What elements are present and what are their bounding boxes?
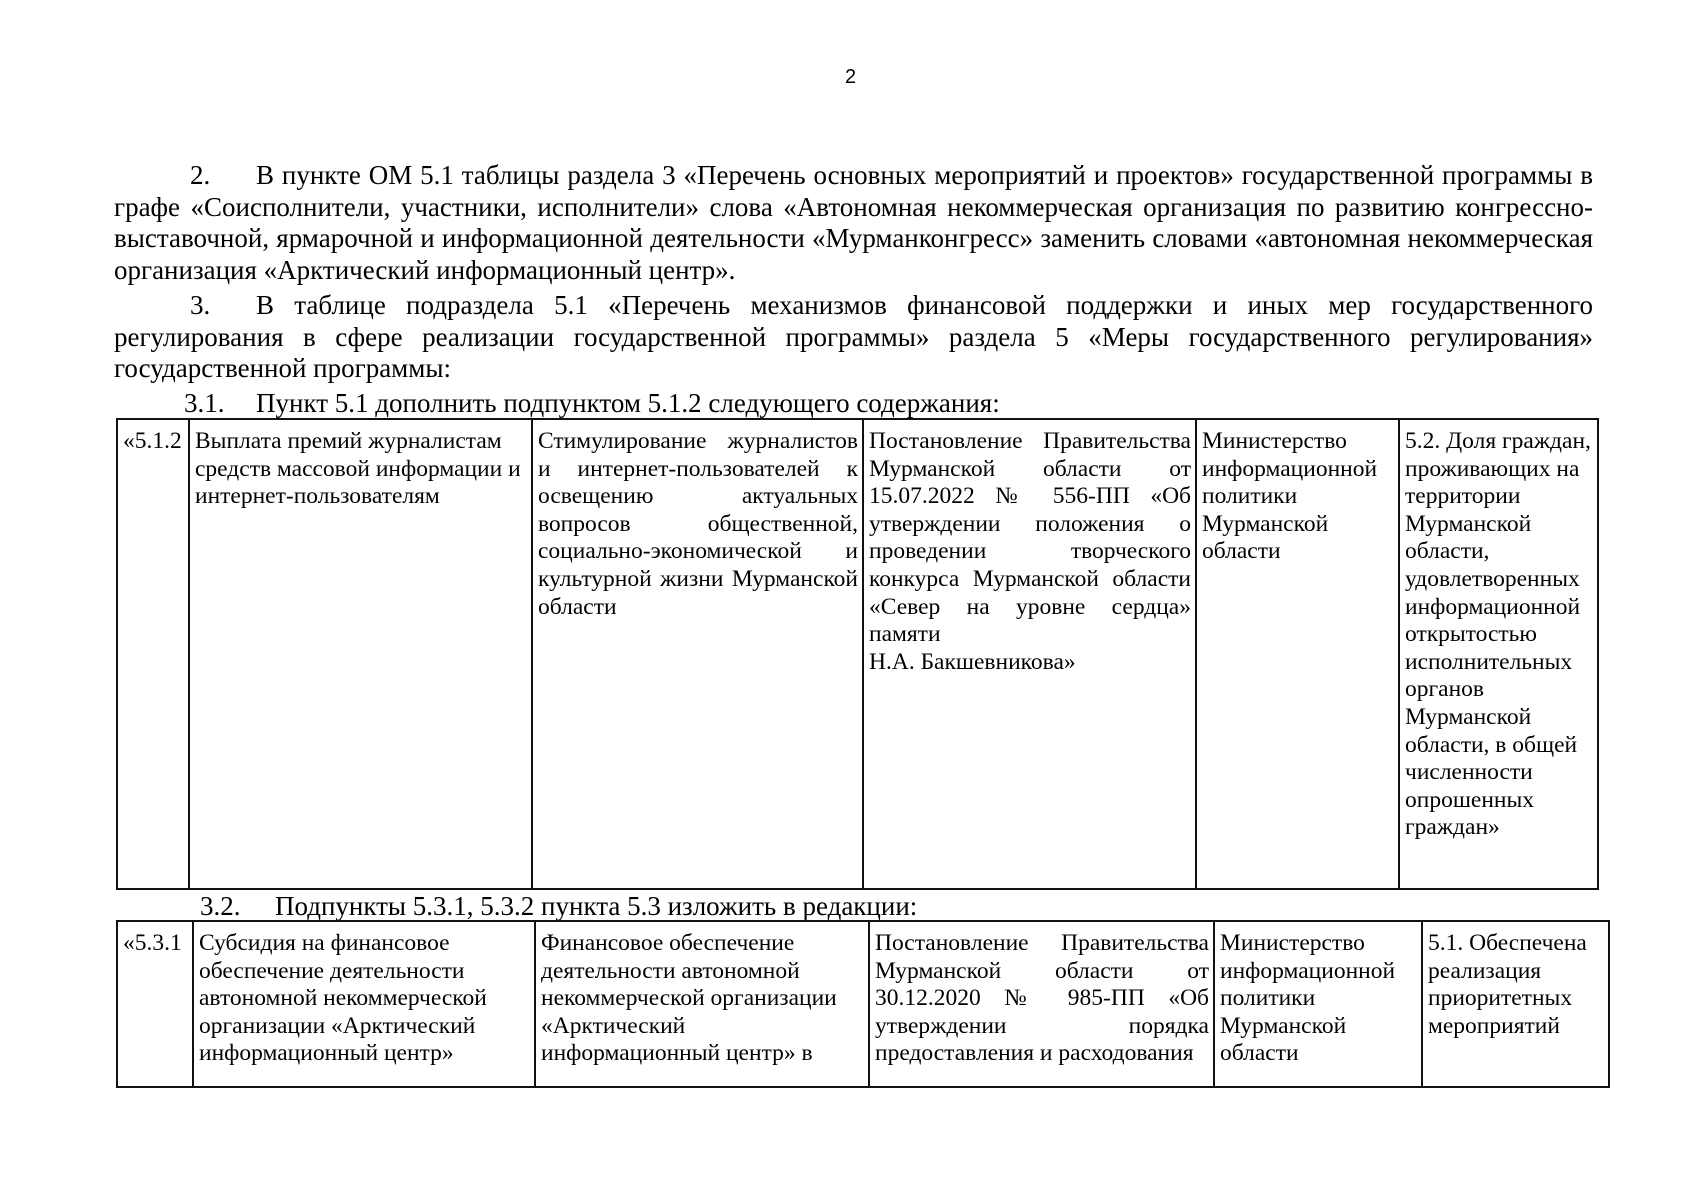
legal-act-cell: Постановление Правительства Мурманской области от 30.12.2020 № 985-ПП «Об утверждении порядка предоставления и расходования bbox=[869, 921, 1214, 1087]
subsection-number: 3.2. bbox=[200, 891, 241, 921]
table-row bbox=[117, 419, 1598, 889]
table-5-3-1 bbox=[116, 920, 1610, 1088]
page-number: 2 bbox=[844, 66, 857, 88]
measure-content-cell: Финансовое обеспечение деятельности автономной некоммерческой организации «Арктический информационный центр» в bbox=[535, 921, 869, 1087]
measure-name-cell: Субсидия на финансовое обеспечение деятельности автономной некоммерческой организации «Арктический информационный центр» bbox=[193, 921, 535, 1087]
legal-act-cell bbox=[863, 419, 1196, 889]
paragraph-text: В пункте ОМ 5.1 таблицы раздела 3 «Перечень основных мероприятий и проектов» государственной программы в графе «Соисполнители, участники, исполнители» слова «Автономная некоммерческая организация по развитию конгрессно-выставочной, ярмарочной и информационной деятельности «Мурманконгресс» заменить словами «автономная некоммерческая организация «Арктический информационный центр». bbox=[114, 160, 1593, 285]
subsection-3-1 bbox=[184, 388, 1000, 418]
item-number-cell: «5.1.2 bbox=[117, 419, 189, 889]
legal-act-text: Постановление Правительства Мурманской области от 15.07.2022 № 556-ПП «Об утверждении положения о проведении творческого конкурса Мурманской области «Север на уровне сердца» памяти bbox=[869, 428, 1191, 648]
indicator-cell: 5.2. Доля граждан, проживающих на территории Мурманской области, удовлетворенных информационной открытостью исполнительных органов Мурманской области, в общей численности опрошенных граждан» bbox=[1399, 419, 1598, 889]
paragraph-number: 3. bbox=[190, 290, 211, 320]
indicator-cell: 5.1. Обеспечена реализация приоритетных мероприятий bbox=[1422, 921, 1609, 1087]
legal-act-text-end: Н.А. Бакшевникова» bbox=[869, 648, 1076, 675]
table-row bbox=[117, 921, 1609, 1087]
subsection-text: Подпункты 5.3.1, 5.3.2 пункта 5.3 изложить в редакции: bbox=[275, 891, 918, 921]
paragraph-number: 2. bbox=[190, 160, 211, 190]
table-5-1-2 bbox=[116, 418, 1599, 890]
paragraph-3 bbox=[114, 290, 1593, 385]
responsible-cell: Министерство информационной политики Мурманской области bbox=[1196, 419, 1399, 889]
measure-name-cell: Выплата премий журналистам средств массовой информации и интернет-пользователям bbox=[189, 419, 532, 889]
subsection-3-2 bbox=[200, 891, 917, 921]
subsection-text: Пункт 5.1 дополнить подпунктом 5.1.2 следующего содержания: bbox=[256, 388, 1000, 418]
measure-content-cell: Стимулирование журналистов и интернет-пользователей к освещению актуальных вопросов общественной, социально-экономической и культурной жизни Мурманской области bbox=[532, 419, 863, 889]
paragraph-2 bbox=[114, 160, 1593, 286]
item-number-cell: «5.3.1 bbox=[117, 921, 193, 1087]
paragraph-text: В таблице подраздела 5.1 «Перечень механизмов финансовой поддержки и иных мер государственного регулирования в сфере реализации государственной программы» раздела 5 «Меры государственного регулирования» государственной программы: bbox=[114, 290, 1593, 383]
subsection-number: 3.1. bbox=[184, 388, 225, 418]
responsible-cell: Министерство информационной политики Мурманской области bbox=[1214, 921, 1422, 1087]
